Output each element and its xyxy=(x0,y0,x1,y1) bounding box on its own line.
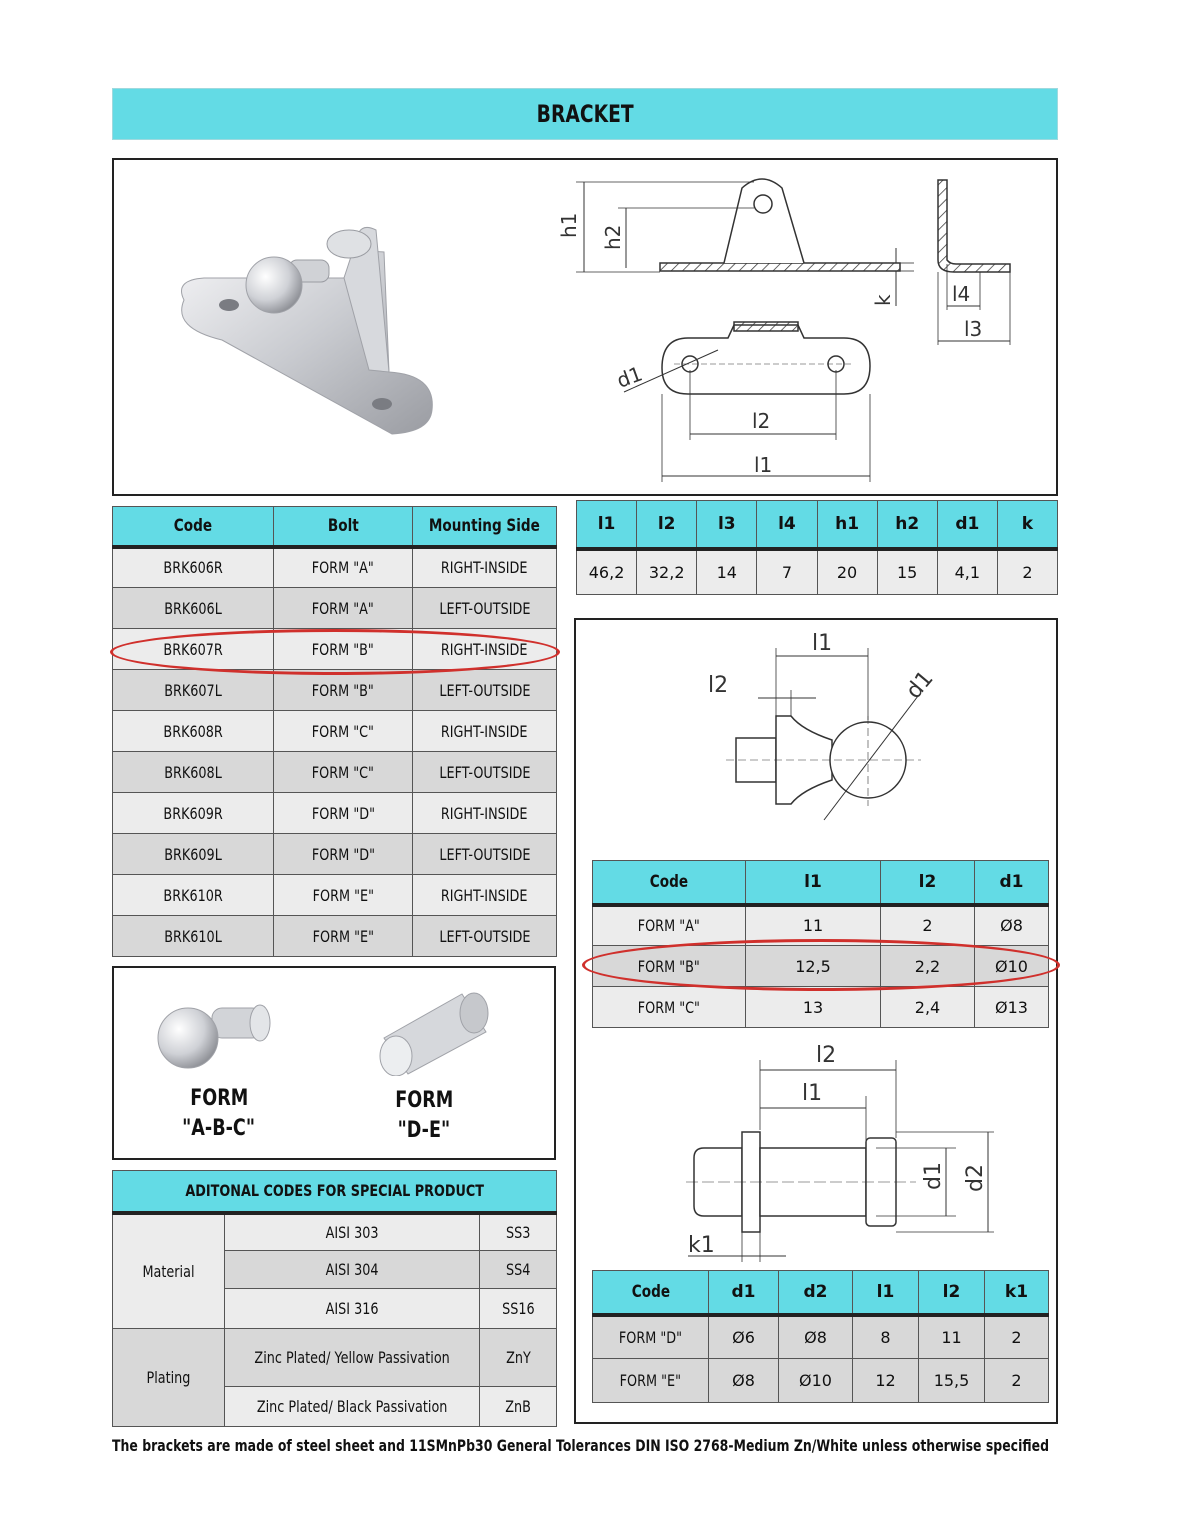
plating-label: Plating xyxy=(113,1329,225,1427)
pin-label-l2: l2 xyxy=(816,1043,837,1068)
pin-label-d2: d2 xyxy=(963,1164,988,1192)
col-l4: l4 xyxy=(757,501,817,549)
pin-stud-image xyxy=(364,986,514,1076)
page-title: BRACKET xyxy=(536,100,634,128)
page-title-bar xyxy=(112,88,1058,140)
col-l3: l3 xyxy=(697,501,757,549)
col-d1: d1 xyxy=(937,501,997,549)
label-l2: l2 xyxy=(752,409,771,433)
label-h2: h2 xyxy=(601,224,625,250)
bracket-code-table xyxy=(112,506,557,957)
table-row: BRK607L FORM "B" LEFT-OUTSIDE xyxy=(113,670,557,711)
table-row: FORM "E" Ø8 Ø10 12 15,5 2 xyxy=(593,1359,1049,1403)
pin-label-k1: k1 xyxy=(688,1233,715,1258)
col-l2: l2 xyxy=(919,1271,985,1315)
col-k: k xyxy=(997,501,1057,549)
col-k1: k1 xyxy=(985,1271,1049,1315)
col-l1: l1 xyxy=(853,1271,919,1315)
table-row: BRK610L FORM "E" LEFT-OUTSIDE xyxy=(113,916,557,957)
ball-label-l1: l1 xyxy=(812,631,833,656)
ball-label-d1: d1 xyxy=(901,666,939,704)
col-d1: d1 xyxy=(975,861,1049,905)
col-l2: l2 xyxy=(637,501,697,549)
pin-stud-table xyxy=(592,1270,1049,1403)
table-row: FORM "C" 13 2,4 Ø13 xyxy=(593,987,1049,1028)
label-k: k xyxy=(871,294,895,306)
dimension-table xyxy=(576,500,1058,595)
table-row: BRK609L FORM "D" LEFT-OUTSIDE xyxy=(113,834,557,875)
label-h1: h1 xyxy=(557,212,581,238)
table-row: BRK607R FORM "B" RIGHT-INSIDE xyxy=(113,629,557,670)
label-l3: l3 xyxy=(964,317,983,341)
ball-label-l2: l2 xyxy=(708,673,729,698)
col-bolt: Bolt xyxy=(274,507,413,547)
footer-note: The brackets are made of steel sheet and 11SMnPb30 General Tolerances DIN ISO 2768-Medium Zn/White unless otherwise specified xyxy=(112,1436,1050,1455)
col-l1: l1 xyxy=(746,861,881,905)
forms-frame xyxy=(112,966,556,1160)
pin-label-d1: d1 xyxy=(921,1162,946,1190)
highlight-ellipse-brk607r xyxy=(110,629,560,675)
ball-stud-image xyxy=(154,990,284,1070)
pin-stud-drawing xyxy=(686,1060,994,1262)
label-l1: l1 xyxy=(754,453,773,477)
col-h2: h2 xyxy=(877,501,937,549)
label-d1: d1 xyxy=(613,361,646,393)
col-l2: l2 xyxy=(881,861,975,905)
table-row: FORM "A" 11 2 Ø8 xyxy=(593,905,1049,946)
table-row: BRK608L FORM "C" LEFT-OUTSIDE xyxy=(113,752,557,793)
col-code: Code xyxy=(113,507,274,547)
col-code: Code xyxy=(593,861,746,905)
table-row: FORM "B" 12,5 2,2 Ø10 xyxy=(593,946,1049,987)
pin-label-l1: l1 xyxy=(802,1081,823,1106)
additional-codes-title: ADITONAL CODES FOR SPECIAL PRODUCT xyxy=(113,1171,557,1213)
table-row: BRK606L FORM "A" LEFT-OUTSIDE xyxy=(113,588,557,629)
ball-stud-drawing xyxy=(726,648,921,820)
col-mounting-side: Mounting Side xyxy=(413,507,557,547)
table-row: BRK606R FORM "A" RIGHT-INSIDE xyxy=(113,547,557,588)
material-label: Material xyxy=(113,1213,225,1329)
form-de-label: FORM "D-E" xyxy=(394,1088,454,1143)
highlight-ellipse-form-b xyxy=(582,939,1060,991)
bracket-drawing-frame xyxy=(112,158,1058,496)
col-d1: d1 xyxy=(709,1271,779,1315)
bracket-drawings xyxy=(114,160,1056,494)
table-row: BRK609R FORM "D" RIGHT-INSIDE xyxy=(113,793,557,834)
label-l4: l4 xyxy=(952,282,971,306)
bracket-side-view xyxy=(576,179,1010,482)
col-d2: d2 xyxy=(779,1271,853,1315)
col-code: Code xyxy=(593,1271,709,1315)
col-l1: l1 xyxy=(577,501,637,549)
table-row: BRK610R FORM "E" RIGHT-INSIDE xyxy=(113,875,557,916)
col-h1: h1 xyxy=(817,501,877,549)
table-row: 46,2 32,2 14 7 20 15 4,1 2 xyxy=(577,549,1058,595)
table-row: BRK608R FORM "C" RIGHT-INSIDE xyxy=(113,711,557,752)
table-row: FORM "D" Ø6 Ø8 8 11 2 xyxy=(593,1315,1049,1359)
additional-codes-table: ADITONAL CODES FOR SPECIAL PRODUCT Material AISI 303 SS3 AISI 304 SS4 AISI 316 SS16 Plating Zinc Plated/ Yellow Passivation ZnY Zinc Plated/ Black Passivation ZnB xyxy=(112,1170,557,1427)
form-abc-label: FORM "A-B-C" xyxy=(182,1086,256,1141)
bracket-3d-image xyxy=(182,227,433,434)
